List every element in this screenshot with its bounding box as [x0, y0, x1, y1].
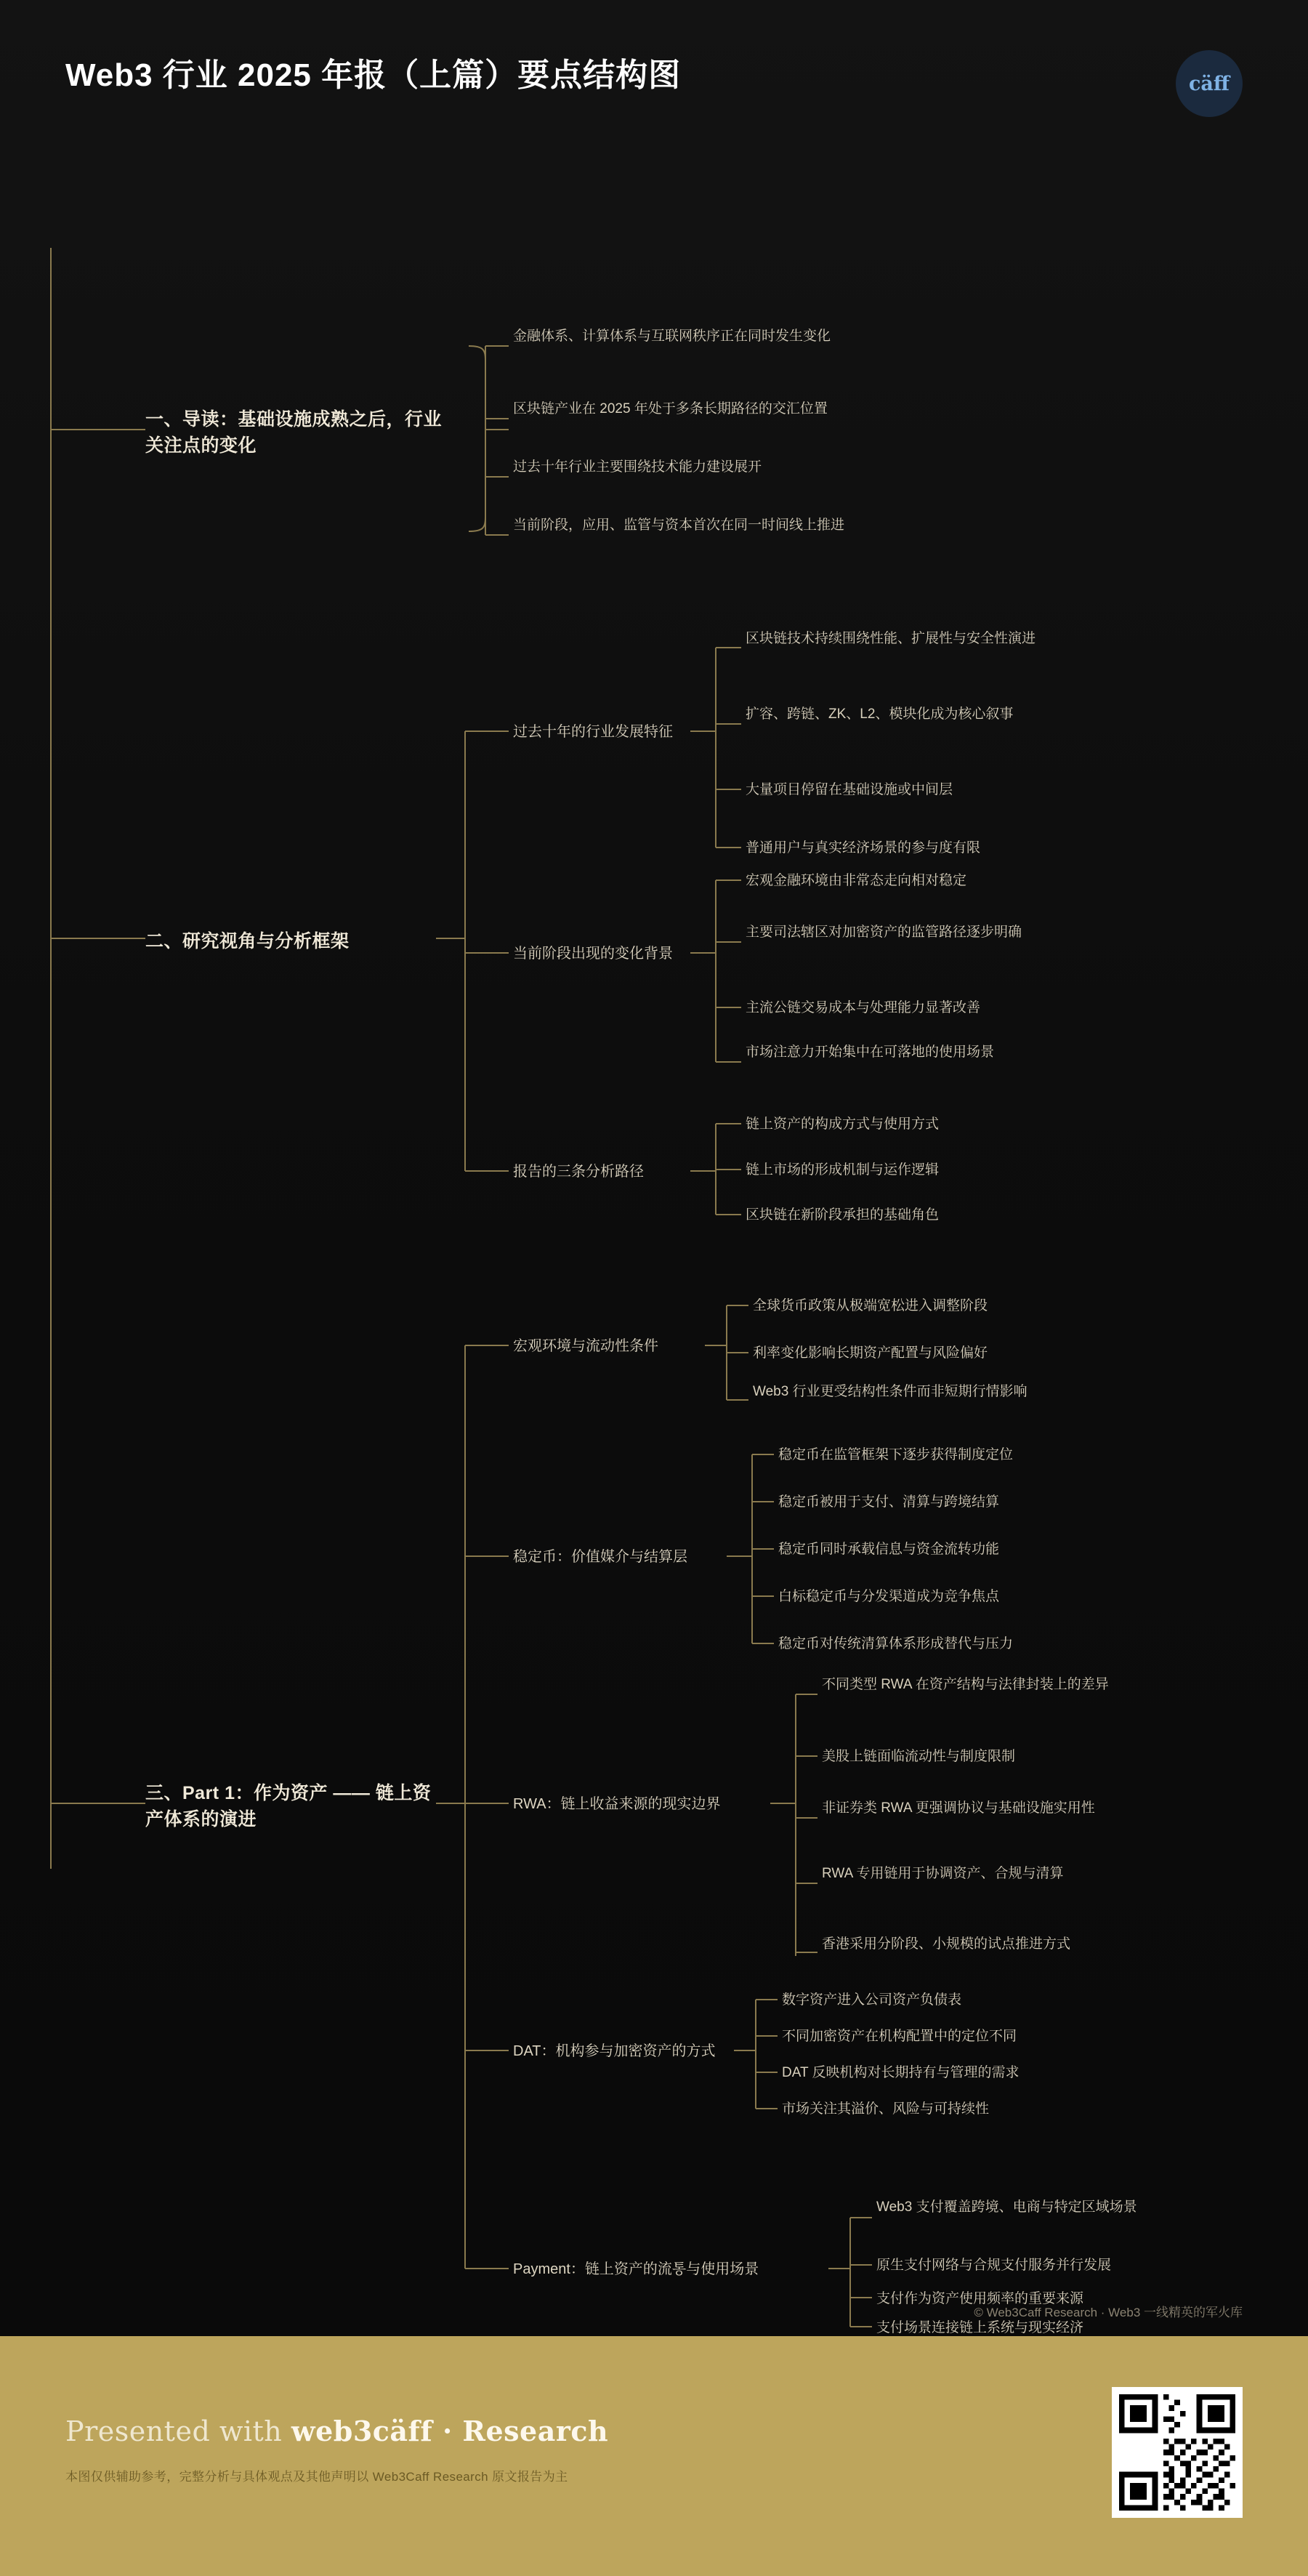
subbranch-label[interactable]: 报告的三条分析路径 — [513, 1164, 644, 1180]
leaf-item[interactable]: RWA 专用链用于协调资产、合规与清算 — [822, 1866, 1064, 1881]
branch-1-label[interactable]: 一、导读：基础设施成熟之后，行业关注点的变化 — [145, 409, 443, 456]
branch-3-label[interactable]: 三、Part 1：作为资产 —— 链上资产体系的演进 — [145, 1783, 432, 1830]
leaf-item[interactable]: 链上市场的形成机制与运作逻辑 — [746, 1162, 940, 1178]
leaf-item[interactable]: 香港采用分阶段、小规模的试点推进方式 — [822, 1936, 1071, 1952]
leaf-item[interactable]: 利率变化影响长期资产配置与风险偏好 — [753, 1345, 988, 1361]
subbranch-label[interactable]: Payment：链上资产的流통与使用场景 — [513, 2261, 759, 2277]
leaf-item[interactable]: 美股上链面临流动性与制度限制 — [822, 1749, 1016, 1764]
subbranch-label[interactable]: 稳定币：价值媒介与结算层 — [513, 1549, 687, 1565]
leaf-item[interactable]: 扩容、跨链、ZK、L2、模块化成为核心叙事 — [746, 707, 1014, 722]
subbranch-label[interactable]: 过去十年的行业发展特征 — [513, 724, 673, 740]
footer-brand: web3cäff · Research — [291, 2415, 609, 2447]
leaf-item[interactable]: 区块链产业在 2025 年处于多条长期路径的交汇位置 — [513, 401, 828, 416]
leaf-item[interactable]: Web3 支付覆盖跨境、电商与特定区域场景 — [876, 2199, 1137, 2215]
leaf-item[interactable]: 非证券类 RWA 更强调协议与基础设施实用性 — [822, 1800, 1095, 1816]
qr-code-image — [1119, 2394, 1235, 2511]
qr-code[interactable] — [1112, 2387, 1243, 2518]
leaf-item[interactable]: DAT 反映机构对长期持有与管理的需求 — [782, 2065, 1020, 2080]
leaf-item[interactable]: 市场注意力开始集中在可落地的使用场景 — [746, 1045, 995, 1060]
leaf-item[interactable]: 原生支付网络与合规支付服务并行发展 — [876, 2258, 1112, 2273]
leaf-item[interactable]: 主要司法辖区对加密资产的监管路径逐步明确 — [746, 925, 1022, 940]
leaf-item[interactable]: 市场关注其溢价、风险与可持续性 — [782, 2101, 990, 2117]
leaf-item[interactable]: 不同类型 RWA 在资产结构与法律封装上的差异 — [822, 1677, 1109, 1692]
leaf-item[interactable]: 当前阶段，应用、监管与资本首次在同一时间线上推进 — [513, 518, 845, 533]
leaf-item[interactable]: 链上资产的构成方式与使用方式 — [746, 1116, 940, 1132]
leaf-item[interactable]: Web3 行业更受结构性条件而非短期行情影响 — [753, 1384, 1028, 1399]
leaf-item[interactable]: 全球货币政策从极端宽松进入调整阶段 — [753, 1298, 988, 1313]
subbranch-label[interactable]: 当前阶段出现的变化背景 — [513, 946, 673, 962]
leaf-item[interactable]: 支付作为资产使用频率的重要来源 — [876, 2291, 1084, 2306]
subbranch-label[interactable]: RWA：链上收益来源的现实边界 — [513, 1796, 721, 1812]
research-credit: © Web3Caff Research · Web3 一线精英的军火库 — [974, 2306, 1243, 2319]
leaf-item[interactable]: 不同加密资产在机构配置中的定位不同 — [782, 2029, 1017, 2044]
leaf-item[interactable]: 稳定币被用于支付、清算与跨境结算 — [778, 1494, 1000, 1510]
leaf-item[interactable]: 稳定币对传统清算体系形成替代与压力 — [778, 1636, 1014, 1651]
leaf-item[interactable]: 过去十年行业主要围绕技术能力建设展开 — [513, 459, 762, 475]
presented-prefix: Presented with — [65, 2415, 291, 2447]
brand-logo: cäff — [1176, 50, 1243, 117]
mindmap-root — [44, 1084, 58, 1098]
leaf-item[interactable]: 稳定币同时承载信息与资金流转功能 — [778, 1542, 1000, 1557]
header — [0, 0, 1308, 117]
leaf-item[interactable]: 白标稳定币与分发渠道成为竞争焦点 — [778, 1589, 1000, 1604]
leaf-item[interactable]: 普通用户与真实经济场景的参与度有限 — [746, 840, 981, 856]
page-title: Web3 行业 2025 年报（上篇）要点结构图 — [65, 57, 682, 93]
disclaimer-text: 本图仅供辅助参考，完整分析与具体观点及其他声明以 Web3Caff Research 原文报告为主 — [65, 2470, 568, 2484]
subbranch-label[interactable]: DAT：机构参与加密资产的方式 — [513, 2043, 716, 2059]
leaf-item[interactable]: 数字资产进入公司资产负债表 — [782, 1992, 962, 2008]
leaf-item[interactable]: 金融体系、计算体系与互联网秩序正在同时发生变化 — [513, 329, 831, 344]
leaf-item[interactable]: 支付场景连接链上系统与现实经济 — [876, 2320, 1084, 2335]
leaf-item[interactable]: 区块链技术持续围绕性能、扩展性与安全性演进 — [746, 631, 1036, 646]
leaf-item[interactable]: 宏观金融环境由非常态走向相对稳定 — [746, 873, 967, 888]
leaf-item[interactable]: 稳定币在监管框架下逐步获得制度定位 — [778, 1447, 1014, 1462]
leaf-item[interactable]: 主流公链交易成本与处理能力显著改善 — [746, 1000, 981, 1015]
subbranch-label[interactable]: 宏观环境与流动性条件 — [513, 1338, 658, 1354]
leaf-item[interactable]: 区块链在新阶段承担的基础角色 — [746, 1207, 940, 1223]
presented-with-line — [65, 2415, 608, 2447]
footer — [0, 2336, 1308, 2576]
mindmap — [0, 139, 1308, 2341]
branch-2-label[interactable]: 二、研究视角与分析框架 — [145, 931, 350, 951]
leaf-item[interactable]: 大量项目停留在基础设施或中间层 — [746, 782, 953, 797]
